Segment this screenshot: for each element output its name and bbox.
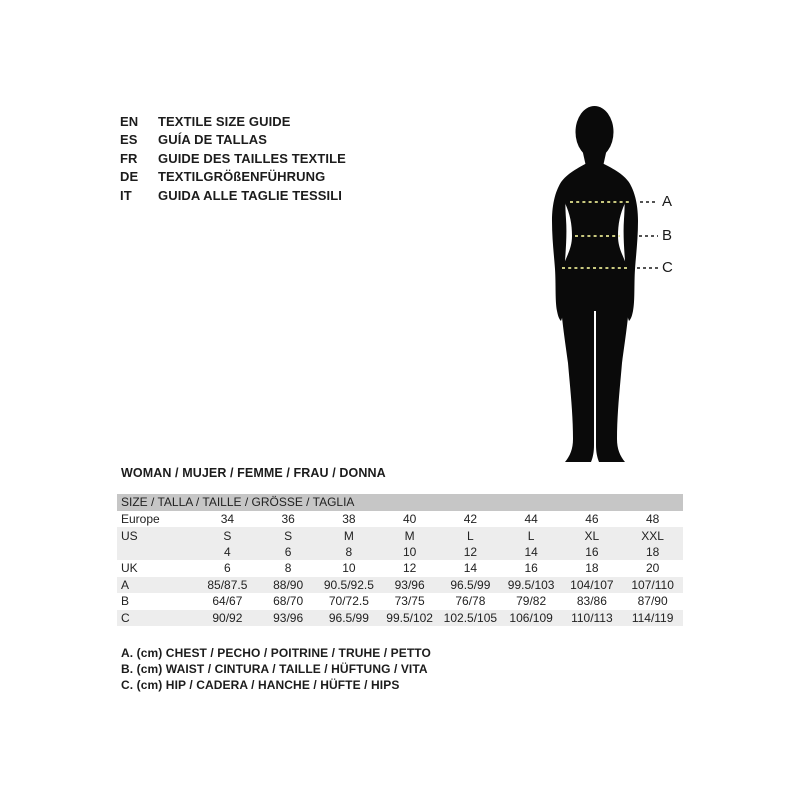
language-title: TEXTILGRÖßENFÜHRUNG bbox=[158, 169, 326, 185]
size-cell: 8 bbox=[284, 561, 292, 576]
language-row bbox=[120, 112, 346, 131]
size-cell: 93/96 bbox=[273, 610, 304, 625]
language-title: GUÍA DE TALLAS bbox=[158, 132, 268, 148]
size-cell: 8 bbox=[345, 545, 353, 560]
size-cell: 73/75 bbox=[394, 594, 425, 609]
size-cell: M bbox=[404, 528, 415, 543]
size-cell: XXL bbox=[641, 528, 664, 543]
language-code: FR bbox=[120, 150, 138, 166]
size-cell: L bbox=[467, 528, 474, 543]
woman-silhouette bbox=[552, 106, 638, 462]
table-row bbox=[117, 577, 683, 593]
size-cell: 10 bbox=[402, 545, 417, 560]
size-cell: S bbox=[284, 528, 293, 543]
size-table-body bbox=[117, 511, 683, 626]
size-cell: 107/110 bbox=[631, 577, 674, 592]
size-cell: 83/86 bbox=[576, 594, 607, 609]
row-label: B bbox=[121, 594, 130, 609]
row-label: C bbox=[121, 610, 130, 625]
language-row bbox=[120, 149, 346, 168]
size-cell: 16 bbox=[524, 561, 538, 576]
size-table bbox=[117, 494, 683, 626]
size-cell: 99.5/103 bbox=[507, 577, 555, 592]
size-cell: 14 bbox=[463, 561, 478, 576]
size-cell: XL bbox=[584, 528, 600, 543]
language-title: GUIDA ALLE TAGLIE TESSILI bbox=[158, 187, 343, 203]
size-cell: 102.5/105 bbox=[443, 610, 498, 625]
language-title: TEXTILE SIZE GUIDE bbox=[158, 113, 291, 129]
size-cell: 93/96 bbox=[394, 577, 425, 592]
size-cell: 68/70 bbox=[273, 594, 304, 609]
size-cell: 18 bbox=[585, 561, 599, 576]
size-cell: 104/107 bbox=[570, 577, 614, 592]
size-cell: M bbox=[343, 528, 354, 543]
row-label: A bbox=[121, 577, 130, 592]
size-cell: S bbox=[223, 528, 232, 543]
size-cell: 85/87.5 bbox=[207, 577, 248, 592]
size-cell: 46 bbox=[585, 512, 599, 527]
size-cell: 70/72.5 bbox=[328, 594, 369, 609]
table-row bbox=[117, 560, 683, 576]
measure-label-a: A bbox=[662, 193, 673, 210]
size-cell: 90.5/92.5 bbox=[323, 577, 374, 592]
table-row bbox=[117, 527, 683, 543]
language-code: ES bbox=[120, 132, 138, 148]
size-cell: 12 bbox=[402, 561, 417, 576]
size-table-header: SIZE / TALLA / TAILLE / GRÖSSE / TAGLIA bbox=[117, 494, 683, 511]
row-label: Europe bbox=[121, 512, 160, 527]
size-cell: 42 bbox=[463, 512, 478, 527]
language-title: GUIDE DES TAILLES TEXTILE bbox=[158, 150, 346, 166]
row-label: US bbox=[121, 528, 138, 543]
size-cell: 6 bbox=[224, 561, 231, 576]
size-cell: 87/90 bbox=[637, 594, 668, 609]
size-cell: 64/67 bbox=[212, 594, 243, 609]
size-cell: 34 bbox=[220, 512, 235, 527]
size-cell: 16 bbox=[585, 545, 599, 560]
footnote-line: B. (cm) WAIST / CINTURA / TAILLE / HÜFTUNG / VITA bbox=[121, 662, 428, 677]
table-row bbox=[117, 544, 683, 560]
size-cell: 99.5/102 bbox=[386, 610, 433, 625]
size-cell: L bbox=[527, 528, 535, 543]
language-code: IT bbox=[120, 187, 132, 203]
language-code: EN bbox=[120, 113, 139, 129]
size-cell: 38 bbox=[342, 512, 356, 527]
measure-label-b: B bbox=[662, 227, 673, 244]
size-cell: 18 bbox=[645, 545, 660, 560]
size-cell: 76/78 bbox=[455, 594, 486, 609]
size-cell: 110/113 bbox=[571, 610, 613, 625]
size-cell: 96.5/99 bbox=[450, 577, 491, 592]
language-row bbox=[120, 131, 346, 150]
size-cell: 12 bbox=[463, 545, 478, 560]
size-cell: 79/82 bbox=[516, 594, 547, 609]
footnote-line: C. (cm) HIP / CADERA / HANCHE / HÜFTE / HIPS bbox=[121, 678, 400, 693]
row-label: UK bbox=[121, 561, 138, 576]
size-cell: 40 bbox=[402, 512, 417, 527]
section-title: WOMAN / MUJER / FEMME / FRAU / DONNA bbox=[121, 466, 386, 480]
size-cell: 20 bbox=[645, 561, 660, 576]
measurement-footnotes bbox=[121, 645, 431, 694]
size-cell: 88/90 bbox=[273, 577, 304, 592]
size-cell: 4 bbox=[224, 545, 231, 560]
table-row bbox=[117, 593, 683, 609]
language-code: DE bbox=[120, 169, 139, 185]
language-row bbox=[120, 186, 346, 205]
size-cell: 10 bbox=[342, 561, 356, 576]
size-cell: 36 bbox=[281, 512, 295, 527]
size-cell: 90/92 bbox=[212, 610, 243, 625]
table-row bbox=[117, 511, 683, 527]
footnote-line: A. (cm) CHEST / PECHO / POITRINE / TRUHE / PETTO bbox=[121, 646, 431, 660]
language-list bbox=[120, 112, 346, 205]
measure-label-c: C bbox=[662, 259, 673, 276]
size-cell: 114/119 bbox=[631, 610, 674, 625]
size-cell: 106/109 bbox=[509, 610, 553, 625]
size-cell: 44 bbox=[524, 512, 538, 527]
size-cell: 96.5/99 bbox=[328, 610, 369, 625]
size-cell: 14 bbox=[524, 545, 538, 560]
table-row bbox=[117, 610, 683, 626]
size-cell: 6 bbox=[284, 545, 292, 560]
language-row bbox=[120, 168, 346, 187]
size-cell: 48 bbox=[645, 512, 660, 527]
woman-silhouette-figure bbox=[525, 105, 665, 465]
